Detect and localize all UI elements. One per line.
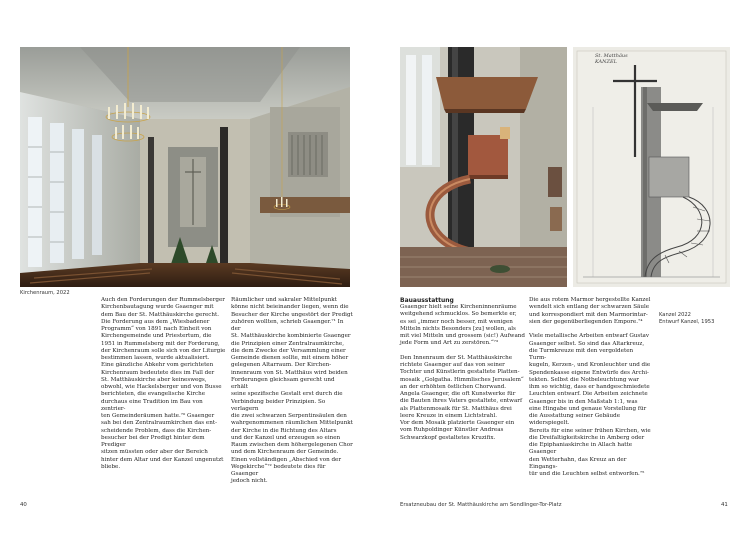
photo-caption: Kirchenraum, 2022 (20, 290, 70, 296)
running-footer-title: Ersatzneubau der St. Matthäuskirche am Sendlinger-Tor-Platz (400, 502, 562, 508)
caption-pulpit-2022: Kanzel 2022 (659, 312, 691, 318)
body-text: Gsaenger hielt seine Kircheninnenräume weitgehend schmucklos. So bemerkte er, es sei „immer noch besser, mit wenigen Mitteln nichts Besonders [zu] wollen, als mit viel Mitteln und grossem (sic!) Aufwand jede Form und Art zu zerstören.“⁷³ Den Innenraum der St. Matthäuskirche richtete Gsaenger auf das von seiner Tochter und Künstlerin gestaltete Platten- mosaik „Golgatha. Himmlisches Jerusalem“ an der erhöhten östlichen Chorwand. Angela Gsaenger, die oft Kunstwerke für die Bauten ihres Vaters gestaltete, entwarf als Plattenmosaik für St. Matthäus drei leere Kreuze in einem Lichtstrahl. Vor dem Mosaik platzierte Gsaenger ein vom Ruhpoldinger Künstler Andreas Schwarzkopf gestaltetes Kruzifix. (400, 304, 525, 441)
section-heading: Bauausstattung (400, 297, 454, 304)
pulpit-photo (400, 47, 567, 287)
page-number-left: 40 (20, 502, 27, 508)
left-text-column-2: Räumlicher und sakraler Mittelpunkt könne nicht beieinander liegen, wenn die Besucher der Kirche ungestört der Predigt zuhören wollten, schrieb Gsaenger.⁷¹ In der St. Matthäuskirche kombinierte Gsaenger die Prinzipien einer Zentralraumkirche, die dem Zwecke der Versammlung einer Gemeinde dienen sollte, mit einem höher gelegenen Altarraum. Der Kirchen- innenraum von St. Matthäus wird beiden Forderungen gleichsam gerecht und erhält seine spezifische Gestalt erst durch die Verbindung beider Prinzipien. So verlagern die zwei schwarzen Serpentinsäulen den wahrgenommenen räumlichen Mittelpunkt der Kirche in die Richtung des Altars und der Kanzel und erzeugen so einen Raum zwischen dem höhergelegenen Chor und dem Kirchenraum der Gemeinde. Einen vollständigen „Abschied von der Wegekirche“⁷² bedeutete dies für Gsaenger jedoch nicht. (231, 297, 353, 485)
page-number-right: 41 (721, 502, 728, 508)
right-text-column-2: Die aus rotem Marmor hergestellte Kanzel wendelt sich entlang der schwarzen Säule und korrespondiert mit den Marmorintar- sien der gegenüberliegenden Empore.⁷⁴ Viele metallische Arbeiten entwarf Gustav Gsaenger selbst. So sind das Altarkreuz, die Turmkreuze mit den vergoldeten Turm- kugeln, Kerzen-, und Kronleuchter und die Spendenkasse eigene Entwürfe des Archi- tekten. Selbst die Notbeleuchtung war ihm so wichtig, dass er handgeschmiedete Leuchten entwarf. Die Arbeiten zeichnete Gsaenger bis in den Maßstab 1:1, was eine Hingabe und genaue Vorstellung für die Ausstattung seiner Gebäude widerspiegelt. Bereits für eine seiner frühen Kirchen, wie die Dreifaltigkeitskirche in Amberg oder die Epiphaniaskirche in Allach hatte Gsaenger den Wetterhahn, das Kreuz an der Eingangs- tür und die Leuchten selbst entworfen.⁷⁵ (529, 297, 651, 477)
church-interior-photo (20, 47, 350, 287)
drawing-inscription: St. Matthäus KANZEL (595, 53, 628, 65)
right-text-column-1 (400, 297, 526, 442)
pulpit-design-drawing (573, 47, 730, 287)
left-text-column-1: Auch den Forderungen der Rummelsberger Kirchenbautagung wurde Gsaenger mit dem Bau der St. Matthäuskirche gerecht. Die Forderung aus dem „Wiesbadener Programm“ von 1891 nach Einheit von Kirchengemeinde und Priestertum, die 1951 in Rummelsberg mit der Forderung, der Kirchenraum solle sich von der Liturgie bestimmen lassen, wurde aktualisiert. Eine gänzliche Abkehr vom gerichteten Kirchenraum bedeutete dies im Fall der St. Matthäuskirche aber keineswegs, obwohl, wie Hackelsberger und von Busse berichteten, die evangelische Kirche durchaus eine Tradition im Bau von zentrier- ten Gemeinderäumen hatte.⁷⁰ Gsaenger sah bei den Zentralraumkirchen das ent- scheidende Problem, dass die Kirchen- besucher bei der Predigt hinter dem Prediger sitzen müssten oder aber der Bereich hinter dem Altar und der Kanzel ungenutzt bliebe. (101, 297, 226, 470)
caption-pulpit-design: Entwurf Kanzel, 1953 (659, 319, 715, 325)
